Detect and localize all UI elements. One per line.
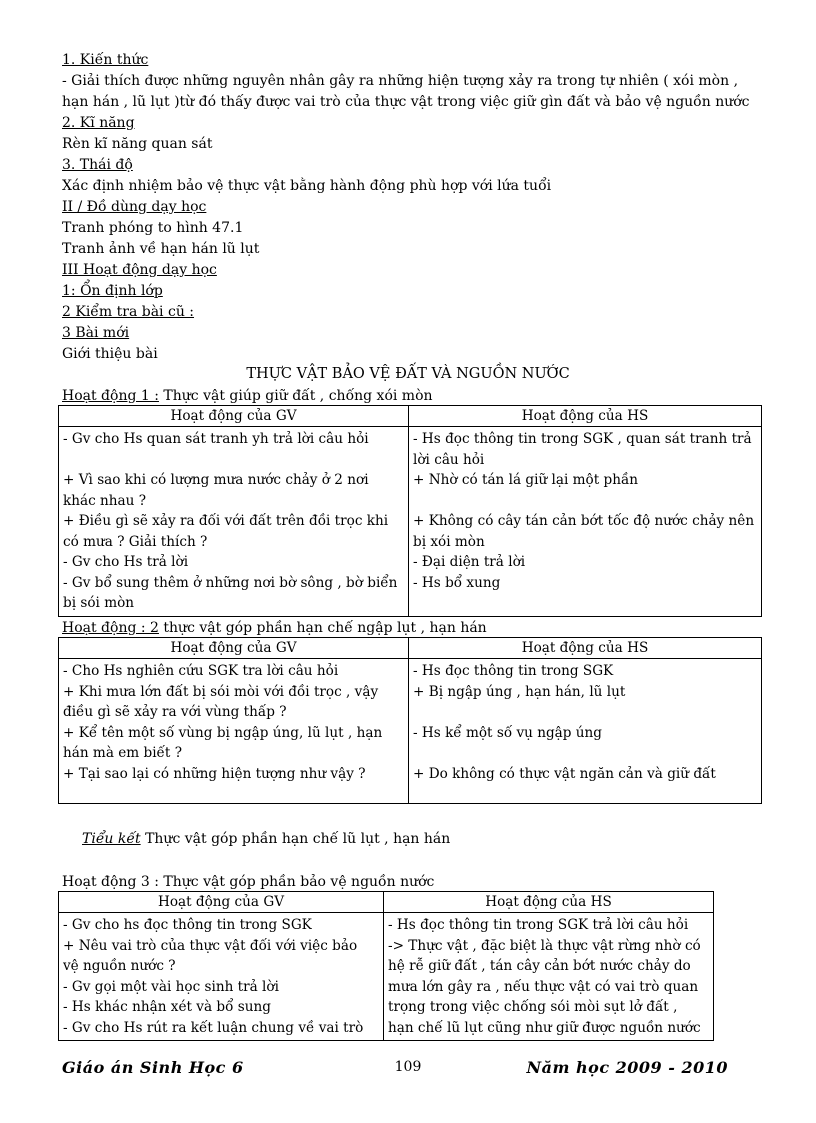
activity-1-title: Thực vật giúp giữ đất , chống xói mòn xyxy=(158,388,433,404)
table-body-row xyxy=(59,913,714,1041)
activity-1-gv-item: + Vì sao khi có lượng mưa nước chảy ở 2 nơi khác nhau ? xyxy=(63,472,369,509)
activity-1-hs-item: + Không có cây tán cản bớt tốc độ nước chảy nên bị xói mòn xyxy=(413,513,755,550)
activity-2-label: Hoạt động : 2 xyxy=(62,620,159,636)
table-header-row xyxy=(59,892,714,913)
activity-3-gv-line: - Gv cho hs đọc thông tin trong SGK xyxy=(63,917,312,933)
activity-3-gv-line: - Gv gọi một vài học sinh trả lời xyxy=(63,978,279,995)
activity-1-hs-item: - Hs bổ xung xyxy=(413,574,501,591)
activity-3-hs-line: hạn chế lũ lụt cũng như giữ được nguồn nước xyxy=(388,1019,701,1036)
activity-1-hs-item: + Nhờ có tán lá giữ lại một phần xyxy=(413,472,639,488)
activity-3-table xyxy=(58,891,714,1041)
summary xyxy=(82,830,450,849)
table-header-row xyxy=(59,638,762,659)
column-header-gv: Hoạt động của GV xyxy=(59,638,409,659)
footer-course-title: Giáo án Sinh Học 6 xyxy=(62,1058,244,1077)
activity-2-gv-cell xyxy=(59,659,409,804)
skills-heading: 2. Kĩ năng xyxy=(62,115,135,131)
activity-3-gv-cell xyxy=(59,913,384,1041)
skills-text: Rèn kĩ năng quan sát xyxy=(62,136,213,152)
activity-2-gv-item: + Khi mưa lớn đất bị sói mòi với đồi trọc , vậy điều gì sẽ xảy ra với vùng thấp ? xyxy=(63,683,379,720)
activity-3-gv-line: + Nêu vai trò của thực vật đối với việc bảo xyxy=(63,937,358,954)
activity-2-gv-item: + Tại sao lại có những hiện tượng như vậy ? xyxy=(63,765,366,782)
summary-text: Thực vật góp phần hạn chế lũ lụt , hạn hán xyxy=(140,831,451,847)
materials-heading: II / Đồ dùng dạy học xyxy=(62,199,207,215)
activity-2-header xyxy=(62,619,487,638)
activity-1-gv-item: - Gv cho Hs trả lời xyxy=(63,554,189,570)
activity-2-gv-item: - Cho Hs nghiên cứu SGK tra lời câu hỏi xyxy=(63,663,339,679)
activity-2-hs-item: - Hs kể một số vụ ngập úng xyxy=(413,724,603,741)
activity-1-gv-item: - Gv cho Hs quan sát tranh yh trả lời câu hỏi xyxy=(63,431,369,447)
activity-2-hs-item: + Do không có thực vật ngăn cản và giữ đất xyxy=(413,765,716,782)
column-header-hs: Hoạt động của HS xyxy=(384,892,714,913)
materials-item-2: Tranh ảnh về hạn hán lũ lụt xyxy=(62,241,260,257)
lesson-intro: Giới thiệu bài xyxy=(62,346,158,362)
knowledge-heading: 1. Kiến thức xyxy=(62,52,149,68)
page-number: 109 xyxy=(394,1059,422,1075)
activity-3-gv-line: - Gv cho Hs rút ra kết luận chung về vai trò xyxy=(63,1019,364,1036)
column-header-hs: Hoạt động của HS xyxy=(409,638,762,659)
activity-3-gv-line: - Hs khác nhận xét và bổ sung xyxy=(63,999,271,1015)
activity-3-gv-line: vệ nguồn nước ? xyxy=(63,958,176,974)
activity-1-gv-item: - Gv bổ sung thêm ở những nơi bờ sông , bờ biển bị sói mòn xyxy=(63,574,398,611)
activity-3-hs-line: - Hs đọc thông tin trong SGK trả lời câu hỏi xyxy=(388,917,689,933)
activity-3-hs-line: -> Thực vật , đặc biệt là thực vật rừng nhờ có xyxy=(388,937,701,954)
activity-1-header xyxy=(62,387,433,406)
activity-3-header: Hoạt động 3 : Thực vật góp phần bảo vệ nguồn nước xyxy=(62,874,435,890)
attitude-heading: 3. Thái độ xyxy=(62,157,133,173)
activity-1-label: Hoạt động 1 : xyxy=(62,388,159,404)
activities-heading: III Hoạt động dạy học xyxy=(62,262,217,278)
activity-1-table xyxy=(58,405,762,617)
activity-3-hs-line: hệ rễ giữ đất , tán cây cản bớt nước chảy do xyxy=(388,958,691,974)
activity-2-hs-item: - Hs đọc thông tin trong SGK xyxy=(413,663,614,679)
column-header-hs: Hoạt động của HS xyxy=(409,406,762,427)
step-review-old-lesson: 2 Kiểm tra bài cũ : xyxy=(62,304,195,320)
footer-school-year: Năm học 2009 - 2010 xyxy=(526,1058,728,1077)
step-new-lesson: 3 Bài mới xyxy=(62,325,130,341)
activity-2-title: thực vật góp phần hạn chế ngập lụt , hạn hán xyxy=(158,620,487,636)
activity-1-hs-cell xyxy=(409,427,762,617)
summary-label: Tiểu kết xyxy=(82,831,141,847)
lesson-title: THỰC VẬT BẢO VỆ ĐẤT VÀ NGUỒN NƯỚC xyxy=(246,366,570,382)
materials-item-1: Tranh phóng to hình 47.1 xyxy=(62,220,244,236)
column-header-gv: Hoạt động của GV xyxy=(59,892,384,913)
table-body-row xyxy=(59,427,762,617)
table-body-row xyxy=(59,659,762,804)
activity-2-table xyxy=(58,637,762,804)
activity-2-gv-item: + Kể tên một số vùng bị ngập úng, lũ lụt , hạn hán mà em biết ? xyxy=(63,724,383,761)
column-header-gv: Hoạt động của GV xyxy=(59,406,409,427)
activity-1-hs-item: - Đại diện trả lời xyxy=(413,554,526,570)
attitude-text: Xác định nhiệm bảo vệ thực vật bằng hành động phù hợp với lứa tuổi xyxy=(62,178,552,194)
activity-1-gv-cell xyxy=(59,427,409,617)
activity-2-hs-item: + Bị ngập úng , hạn hán, lũ lụt xyxy=(413,683,626,700)
activity-3-hs-line: trọng trong việc chống sói mòi sụt lở đất , xyxy=(388,999,678,1015)
knowledge-text-line-1: - Giải thích được những nguyên nhân gây ra những hiện tượng xảy ra trong tự nhiên ( xói mòn , xyxy=(62,73,739,89)
activity-1-hs-item: - Hs đọc thông tin trong SGK , quan sát tranh trả lời câu hỏi xyxy=(413,431,752,468)
activity-3-hs-cell xyxy=(384,913,714,1041)
activity-3-hs-line: mưa lớn gây ra , nếu thực vật có vai trò quan xyxy=(388,978,699,995)
activity-1-gv-item: + Điều gì sẽ xảy ra đối với đất trên đồi trọc khi có mưa ? Giải thích ? xyxy=(63,513,389,550)
table-header-row xyxy=(59,406,762,427)
step-stabilize-class: 1: Ổn định lớp xyxy=(62,283,163,299)
activity-2-hs-cell xyxy=(409,659,762,804)
knowledge-text-line-2: hạn hán , lũ lụt )từ đó thấy được vai trò của thực vật trong việc giữ gìn đất và bảo vệ nguồn nước xyxy=(62,94,750,110)
